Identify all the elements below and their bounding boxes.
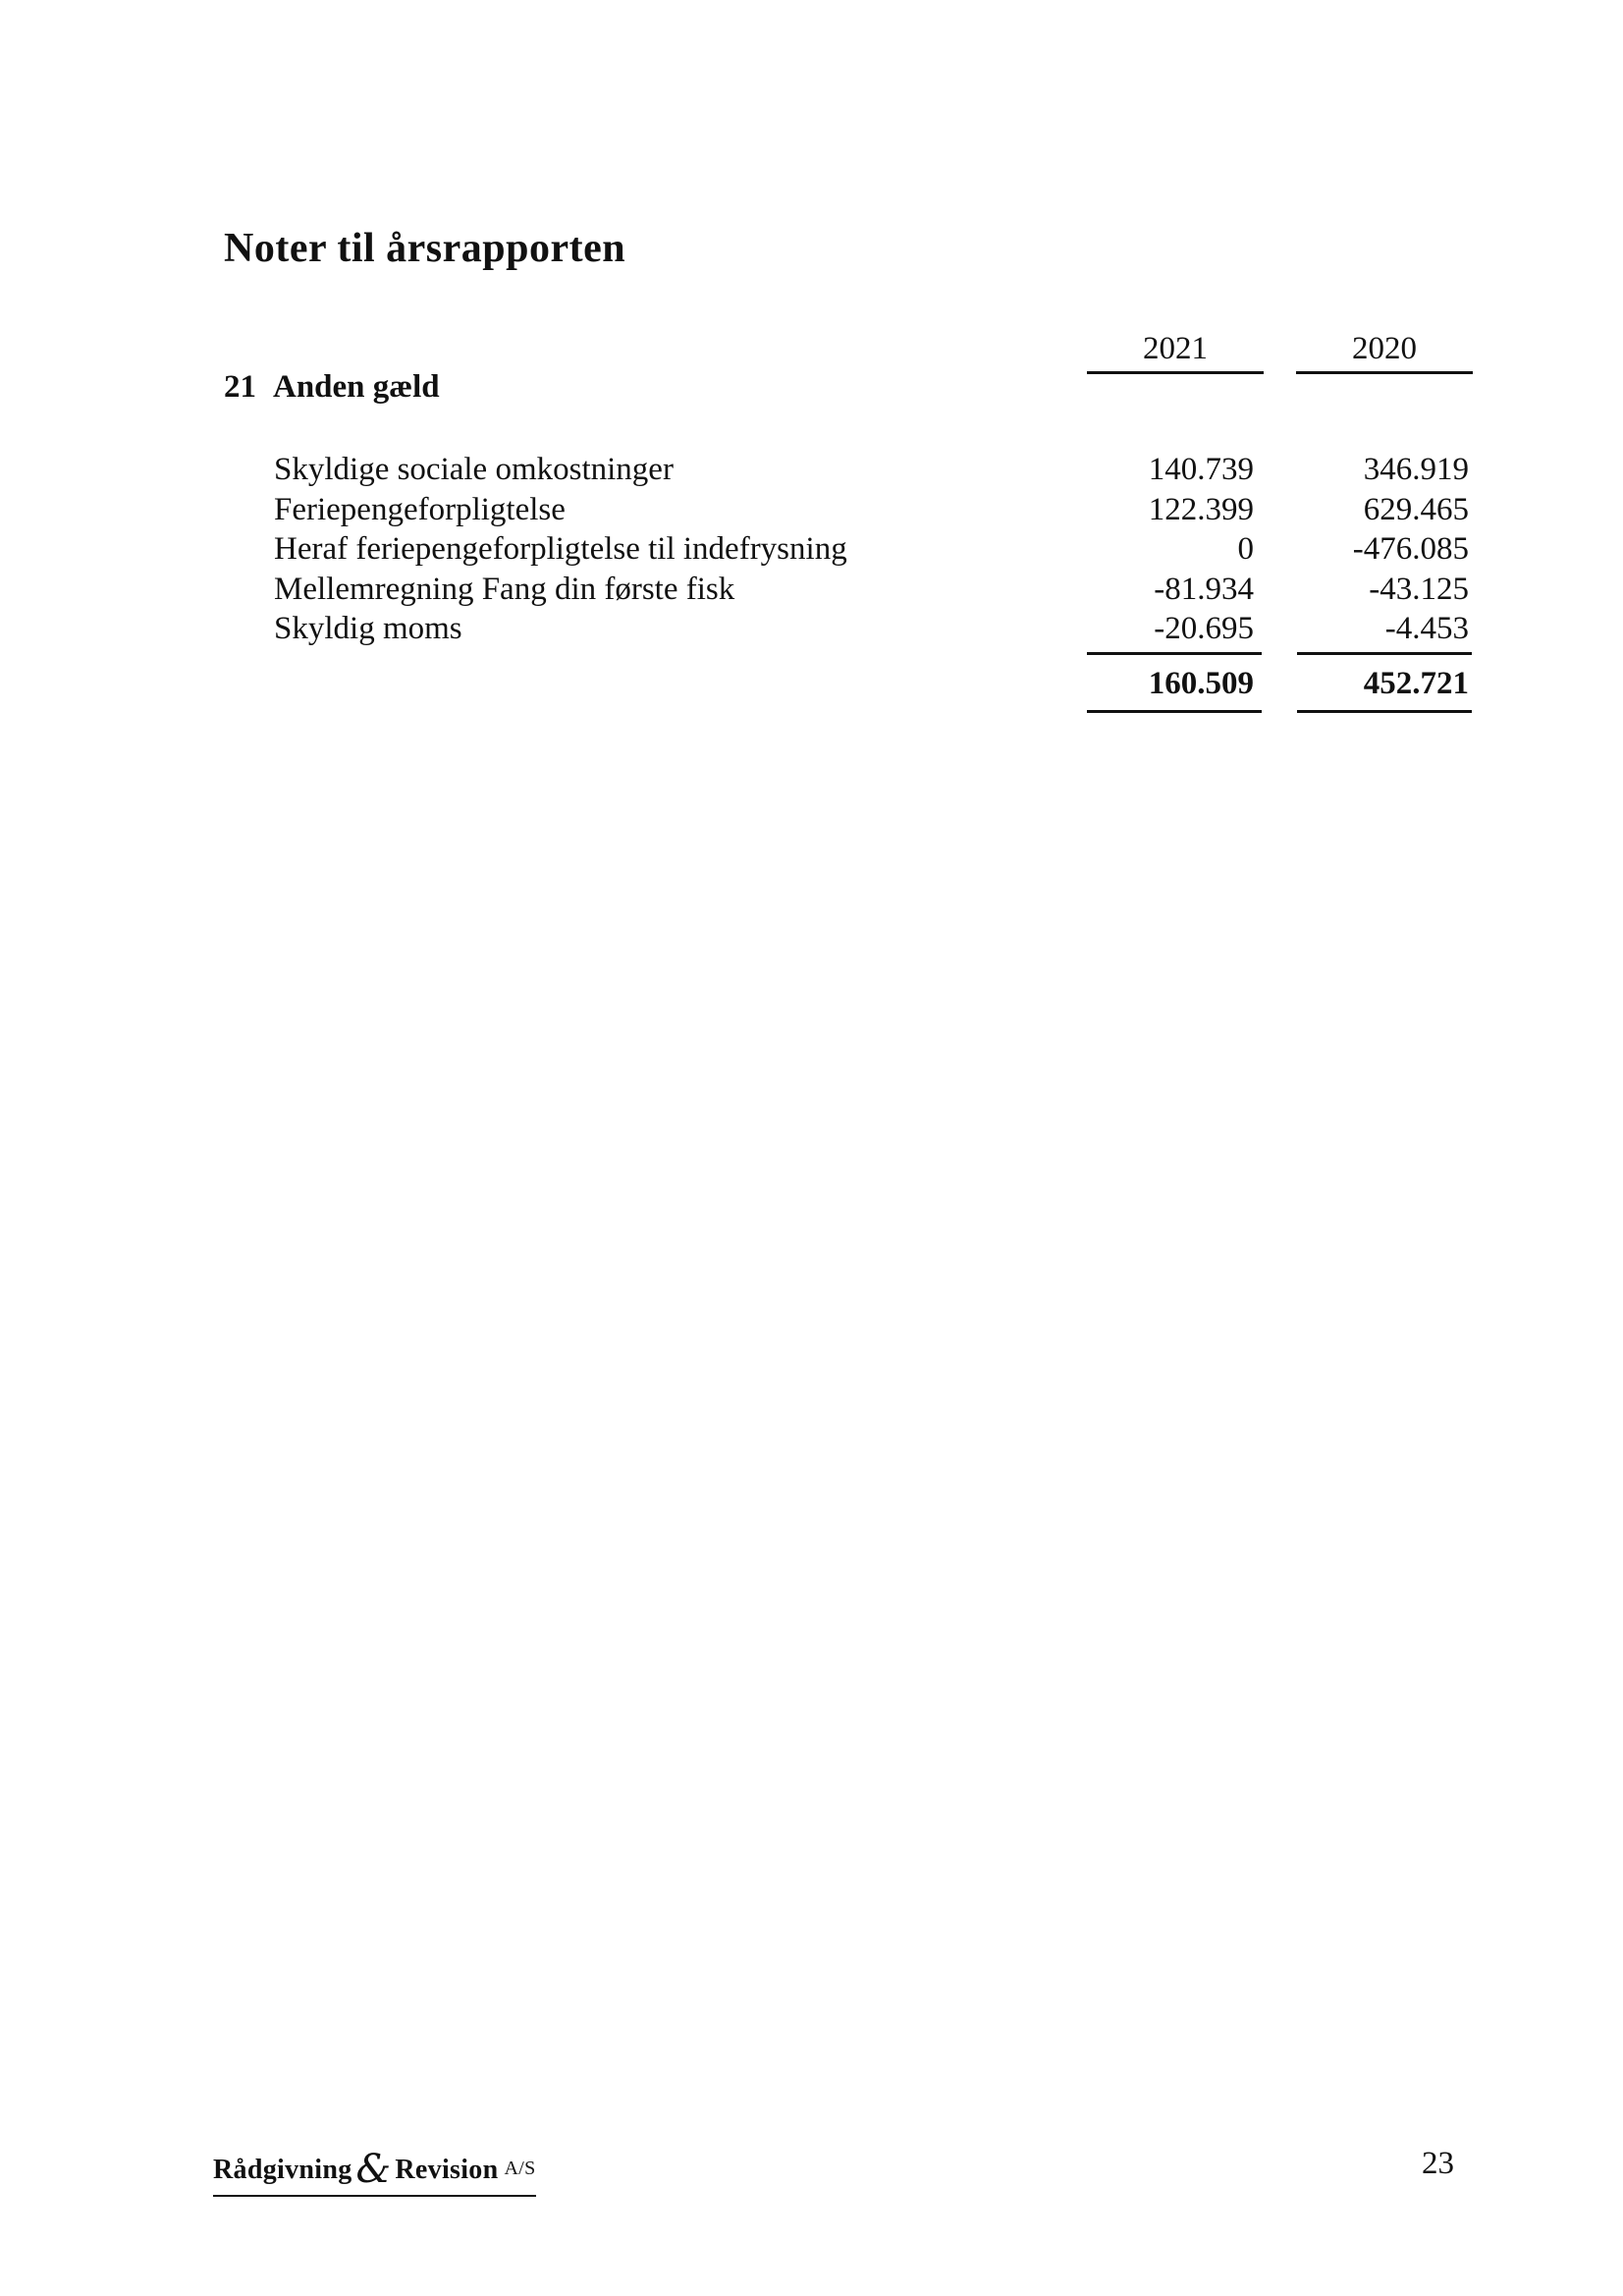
total-value-2020: 452.721 [1363, 666, 1469, 701]
row-value-2020: 346.919 [1363, 452, 1469, 487]
row-value-2020: -4.453 [1384, 611, 1469, 646]
column-header-2020-label: 2020 [1352, 331, 1417, 366]
row-label: Feriepengeforpligtelse [274, 491, 566, 527]
total-rule-bottom-2021 [1087, 710, 1262, 713]
row-label: Skyldige sociale omkostninger [274, 452, 674, 487]
note-heading [224, 368, 440, 408]
table-row [0, 490, 1623, 530]
company-logo [213, 2147, 536, 2197]
page-number: 23 [1422, 2146, 1454, 2181]
table-row [0, 570, 1623, 610]
row-value-2020: -476.085 [1352, 531, 1469, 567]
column-header-2020 [1296, 330, 1473, 369]
logo-ampersand: & [355, 2147, 392, 2192]
row-value-2021: -20.695 [1154, 611, 1254, 646]
total-rule-top-2020 [1297, 652, 1472, 655]
total-rule-top-2021 [1087, 652, 1262, 655]
row-label: Mellemregning Fang din første fisk [274, 571, 735, 607]
row-value-2020: 629.465 [1363, 491, 1469, 527]
row-label: Skyldig moms [274, 611, 462, 646]
logo-suffix: A/S [504, 2158, 536, 2179]
table-row [0, 450, 1623, 490]
note-title: Anden gæld [273, 369, 440, 405]
total-value-2021: 160.509 [1148, 666, 1254, 701]
page-title: Noter til årsrapporten [224, 226, 626, 271]
row-value-2021: -81.934 [1154, 571, 1254, 607]
note-number: 21 [224, 369, 256, 405]
note-table [0, 450, 1623, 649]
row-value-2021: 122.399 [1148, 491, 1254, 527]
column-header-2020-underline [1296, 371, 1473, 374]
row-value-2020: -43.125 [1369, 571, 1469, 607]
table-row [0, 529, 1623, 570]
logo-name-part2: Revision [395, 2155, 499, 2185]
column-header-2021-label: 2021 [1143, 331, 1208, 366]
column-header-2021-underline [1087, 371, 1264, 374]
row-value-2021: 0 [1237, 531, 1254, 567]
column-header-2021 [1087, 330, 1264, 369]
table-row [0, 609, 1623, 649]
row-value-2021: 140.739 [1148, 452, 1254, 487]
total-rule-bottom-2020 [1297, 710, 1472, 713]
row-label: Heraf feriepengeforpligtelse til indefrysning [274, 531, 847, 567]
logo-name-part1: Rådgivning [213, 2155, 352, 2185]
